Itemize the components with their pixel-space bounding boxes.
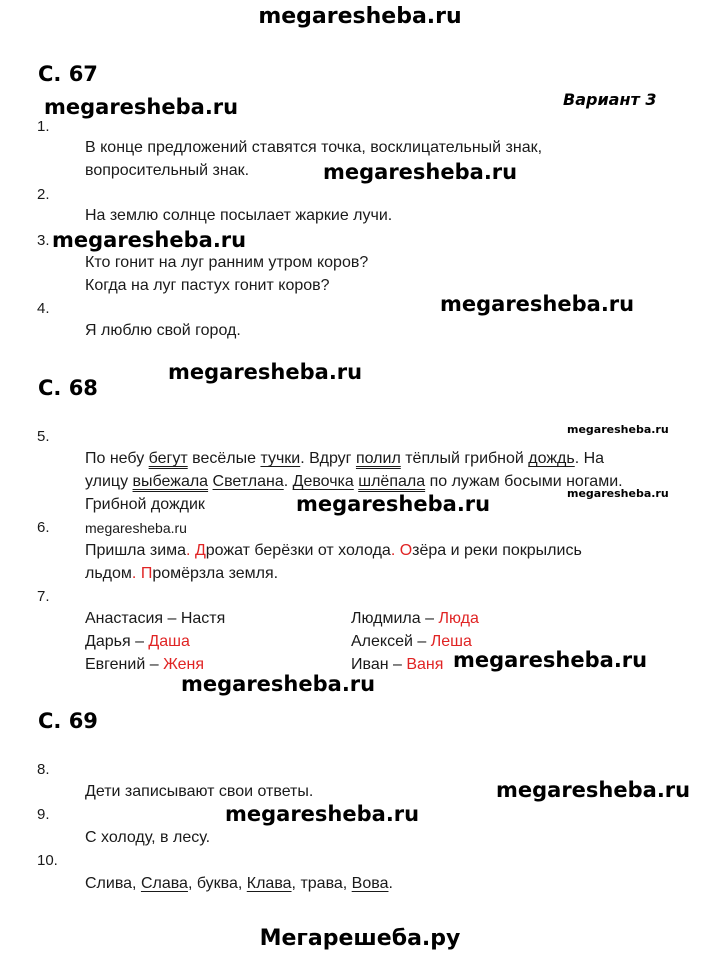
task-1-line-2: вопросительный знак. — [85, 162, 250, 179]
subject: дождь — [528, 450, 575, 467]
section-title-67: С. 67 — [38, 62, 98, 86]
variant-label: Вариант 3 — [563, 90, 657, 109]
section-title-69: С. 69 — [38, 709, 98, 733]
site-header: megaresheba.ru — [258, 4, 462, 29]
section-title-68: С. 68 — [38, 376, 98, 400]
predicate: выбежала — [132, 473, 209, 490]
name-pair: Иван – Ваня — [351, 656, 444, 673]
watermark-small: megaresheba.ru — [567, 423, 669, 436]
name-pair: Алексей – Леша — [351, 633, 472, 650]
task-number: 7. — [37, 588, 50, 605]
task-3-line-1: Кто гонит на луг ранним утром коров? — [85, 254, 369, 271]
watermark-small: megaresheba.ru — [567, 487, 669, 500]
task-8-line-1: Дети записывают свои ответы. — [85, 783, 314, 800]
name-pair: Евгений – Женя — [85, 656, 205, 673]
task-9-line-1: С холоду, в лесу. — [85, 829, 211, 846]
task-number: 10. — [37, 852, 58, 869]
task-10-line-1: Слива, Слава, буква, Клава, трава, Вова. — [85, 875, 393, 892]
watermark-inline: megaresheba.ru — [85, 520, 187, 536]
task-number: 9. — [37, 806, 50, 823]
task-5-line-2: улицу выбежала Светлана. Девочка шлёпала по лужам босыми ногами. — [85, 473, 623, 490]
watermark: megaresheba.ru — [453, 648, 648, 672]
task-4-line-1: Я люблю свой город. — [85, 322, 241, 339]
name-pair: Дарья – Даша — [85, 633, 190, 650]
task-3-line-2: Когда на луг пастух гонит коров? — [85, 277, 330, 294]
task-5-line-3: Грибной дождик — [85, 496, 205, 513]
watermark: megaresheba.ru — [496, 778, 691, 802]
subject: тучки — [260, 450, 301, 467]
watermark: megaresheba.ru — [225, 802, 420, 826]
subject: Светлана — [212, 473, 284, 490]
predicate: шлёпала — [358, 473, 426, 490]
watermark: megaresheba.ru — [323, 160, 518, 184]
name-pair: Людмила – Люда — [351, 610, 479, 627]
task-2-line-1: На землю солнце посылает жаркие лучи. — [85, 207, 393, 224]
task-1-line-1: В конце предложений ставятся точка, восклицательный знак, — [85, 139, 543, 156]
watermark: megaresheba.ru — [296, 492, 491, 516]
task-number: 6. — [37, 519, 50, 536]
predicate: бегут — [148, 450, 188, 467]
task-number: 3. — [37, 232, 50, 249]
task-number: 8. — [37, 761, 50, 778]
watermark: megaresheba.ru — [181, 672, 376, 696]
site-footer: Мегарешеба.ру — [259, 926, 461, 951]
task-6-line-2: льдом. Промёрзла земля. — [85, 565, 279, 582]
predicate: полил — [355, 450, 401, 467]
name-pair: Анастасия – Настя — [85, 610, 226, 627]
task-number: 5. — [37, 428, 50, 445]
subject: Девочка — [292, 473, 354, 490]
task-number: 2. — [37, 186, 50, 203]
watermark: megaresheba.ru — [168, 360, 363, 384]
task-5-line-1: По небу бегут весёлые тучки. Вдруг полил тёплый грибной дождь. На — [85, 450, 605, 467]
task-number: 4. — [37, 300, 50, 317]
watermark: megaresheba.ru — [52, 228, 247, 252]
watermark: megaresheba.ru — [44, 95, 239, 119]
watermark: megaresheba.ru — [440, 292, 635, 316]
task-6-line-1: Пришла зима. Дрожат берёзки от холода. Озёра и реки покрылись — [85, 542, 582, 559]
task-number: 1. — [37, 118, 50, 135]
